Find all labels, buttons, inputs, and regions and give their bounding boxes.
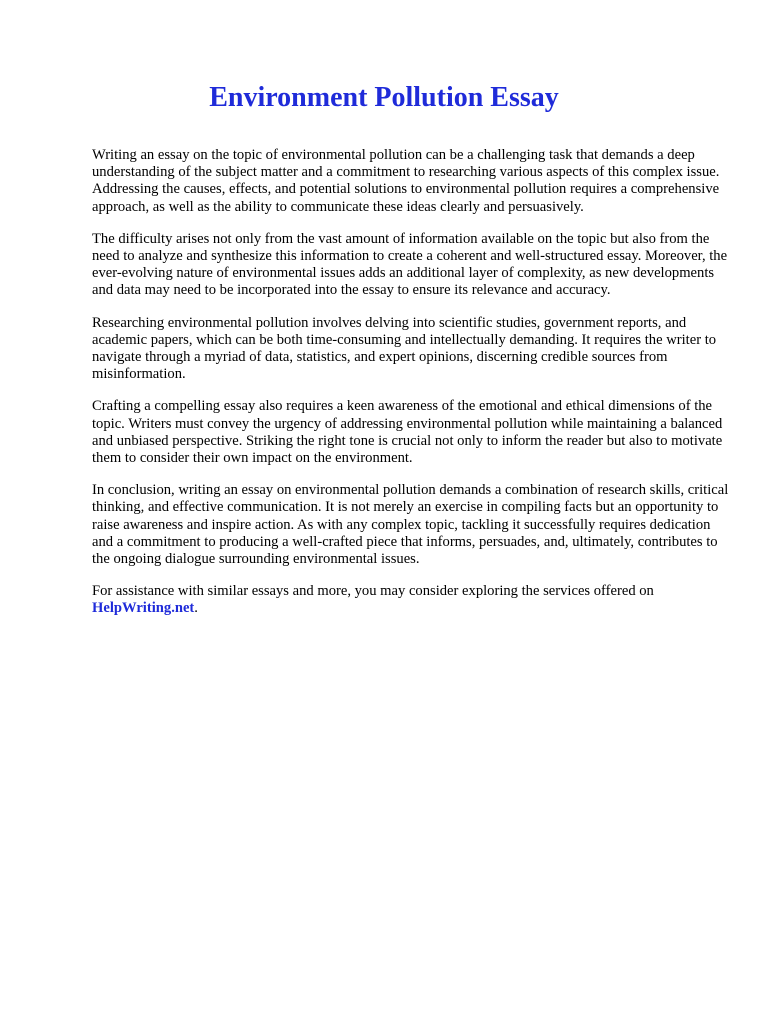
paragraph-4: Crafting a compelling essay also requires a keen awareness of the emotional and ethical dimensions of the topic. Writers must convey the urgency of addressing environmental pollution while maintaining a balanced and unbiased perspective. Striking the right tone is crucial not only to inform the reader but also to motivate them to consider their own impact on the environment. (92, 398, 723, 467)
essay-body (92, 147, 732, 633)
closing-text: For assistance with similar essays and more, you may consider exploring the services offered on (92, 583, 654, 600)
closing-paragraph (92, 583, 732, 617)
closing-period: . (194, 600, 198, 617)
paragraph-1: Writing an essay on the topic of environmental pollution can be a challenging task that demands a deep understanding of the subject matter and a commitment to researching various aspects of this complex issue. Addressing the causes, effects, and potential solutions to environmental pollution requires a comprehensive approach, as well as the ability to communicate these ideas clearly and persuasively. (92, 147, 720, 215)
paragraph-3: Researching environmental pollution involves delving into scientific studies, government reports, and academic papers, which can be both time-consuming and intellectually demanding. It requires the writer to navigate through a myriad of data, statistics, and expert opinions, discerning credible sources from misinformation. (92, 314, 717, 383)
page-title: Environment Pollution Essay (209, 82, 559, 113)
helpwriting-link[interactable]: HelpWriting.net (92, 600, 195, 617)
paragraph-5: In conclusion, writing an essay on environmental pollution demands a combination of research skills, critical thinking, and effective communication. It is not merely an exercise in compiling facts but an opportunity to raise awareness and inspire action. As with any complex topic, tackling it successfully requires dedication and a commitment to producing a well-crafted piece that informs, persuades, and, ultimately, contributes to the ongoing dialogue surrounding environmental issues. (92, 482, 729, 568)
paragraph-2: The difficulty arises not only from the vast amount of information available on the topic but also from the need to analyze and synthesize this information to create a coherent and well-structured essay. Moreover, the ever-evolving nature of environmental issues adds an additional layer of complexity, as new developments and data may need to be incorporated into the essay to ensure its relevance and accuracy. (92, 230, 728, 299)
